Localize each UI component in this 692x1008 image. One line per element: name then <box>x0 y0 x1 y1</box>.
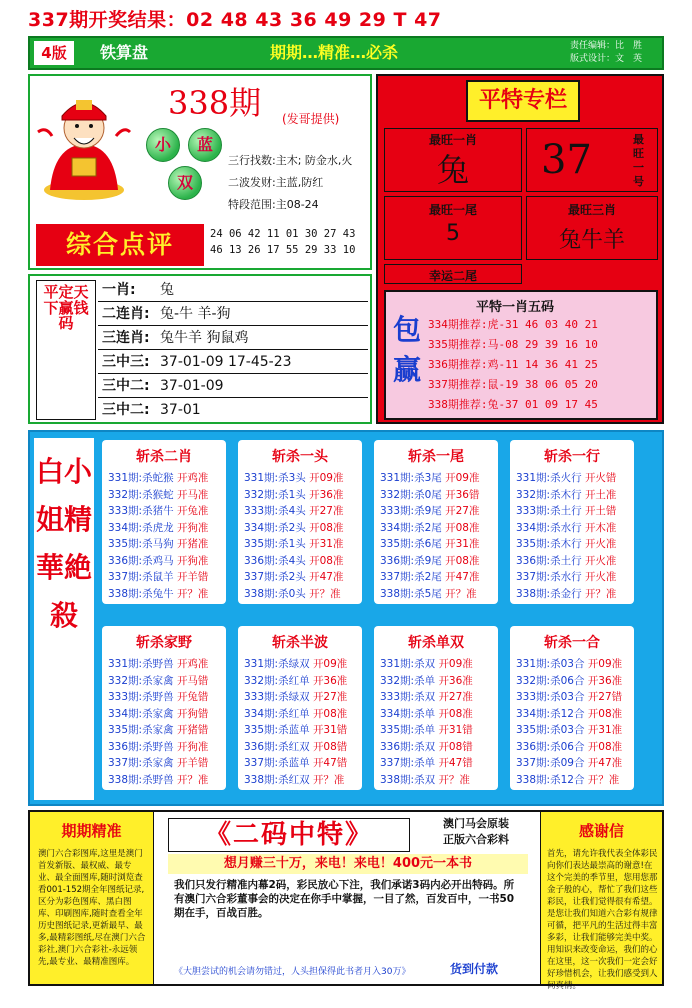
kill-line-result: 开狗准 <box>176 554 209 567</box>
fortune-god-icon <box>36 86 132 204</box>
kill-line-result: 开27准 <box>445 505 480 517</box>
kill-line-result: 开27错 <box>587 691 623 703</box>
erma-ad <box>154 812 540 984</box>
win-row <box>98 278 368 302</box>
kill-line <box>516 520 616 535</box>
kill-line-result: 开？准 <box>309 587 341 600</box>
kill-line-result: 开狗准 <box>176 521 209 534</box>
win-row-value: 兔-牛 羊-狗 <box>160 306 231 322</box>
kill-line-result: 开羊错 <box>176 571 209 583</box>
kill-line <box>380 536 479 551</box>
kill-line <box>244 586 341 601</box>
kill-line-issue: 335期:杀单 <box>380 724 436 736</box>
kill-line-issue: 338期:杀5尾 <box>380 587 442 600</box>
kill-line <box>108 673 208 688</box>
lucky-tail-label: 幸运二尾 <box>428 269 477 283</box>
erma-footnote: 《大胆尝试的机会请勿错过，人头担保得此书者月入30万》 <box>174 967 411 977</box>
kill-card-title: 斩杀半波 <box>272 635 328 651</box>
pingte-row: 338期推荐:兔-37 01 09 17 45 <box>428 398 598 411</box>
kill-line-result: 开？准 <box>312 773 345 786</box>
thanks-text: 首先，请允许我代表全体彩民向你们表达最崇高的谢意!在这个完美的季节里，您用您那金子般的心，帮忙了我们这些彩民，让我们觉得很有希望。是您让我们知道六合彩有规律可循，把平凡的生活过得丰富多彩，让我们能够完美中奖。用知识来改变命运，我们的心在这里，这一次我们一定会好好珍惜机会，让我们感受到人间真情。 <box>547 849 658 991</box>
kill-line <box>516 569 616 584</box>
kill-line-issue: 332期:杀家禽 <box>108 674 174 687</box>
kill-line-result: 开27准 <box>309 505 344 517</box>
kill-card <box>102 440 226 604</box>
kill-line <box>516 706 622 721</box>
comment-banner: 综合点评 <box>36 224 204 266</box>
kill-line <box>380 586 477 601</box>
hot-zodiac-box <box>384 128 522 192</box>
ball-blue: 蓝 <box>188 128 222 162</box>
kill-line <box>516 503 616 518</box>
kill-line <box>380 739 473 754</box>
kill-line-issue: 336期:杀野兽 <box>108 740 174 753</box>
kill-line-result: 开31准 <box>445 538 480 550</box>
kill-line-issue: 331期:杀绿双 <box>244 658 310 670</box>
kill-line-result: 开马错 <box>176 674 209 687</box>
kill-line-result: 开？准 <box>587 773 620 786</box>
kill-line <box>244 520 343 535</box>
win-row <box>98 326 368 350</box>
kill-line-result: 开47错 <box>438 757 473 769</box>
editor-credits <box>570 40 662 66</box>
hot-three-box <box>526 196 658 260</box>
kill-line-issue: 335期:杀马狗 <box>108 538 174 550</box>
hot-tail-value: 5 <box>446 221 460 246</box>
kill-line-issue: 336期:杀4头 <box>244 554 306 567</box>
kill-line-issue: 334期:杀2头 <box>244 521 306 534</box>
kill-line-result: 开36错 <box>445 488 480 501</box>
win-row <box>98 302 368 326</box>
kill-card-title: 斩杀二肖 <box>136 449 192 465</box>
kill-card <box>238 626 362 790</box>
accuracy-text: 澳门六合彩图库,这里是澳门首发新版、最权威、最专业、最全面图库,随时浏览查看001-152期全年图纸记录,区分为彩色图库、黑白图库、印刷图库,随时查看全年历史图纸记录,更新最早、最多,最精彩图纸,尽在澳门六合彩社,澳门六合彩社-永远领先,最专业、最精准图库。 <box>38 849 146 967</box>
kill-line <box>108 553 208 568</box>
kill-line <box>380 722 473 737</box>
info-wave: 二波发财:主蓝,防红 <box>228 176 324 189</box>
kill-line-issue: 337期:杀单 <box>380 757 436 769</box>
kill-line-issue: 335期:杀6尾 <box>380 538 442 550</box>
kill-line-issue: 331期:杀3头 <box>244 472 306 484</box>
kill-line-result: 开狗准 <box>176 740 209 753</box>
kill-line-issue: 335期:杀木行 <box>516 538 582 550</box>
kill-line <box>380 706 473 721</box>
phone-slogan: 想月赚三十万，来电！来电！400元一本书 <box>168 854 528 874</box>
kill-line-issue: 332期:杀单 <box>380 674 436 687</box>
kill-line-result: 开47准 <box>587 757 623 769</box>
kill-line-result: 开08错 <box>438 740 473 753</box>
kill-line-issue: 334期:杀虎龙 <box>108 521 174 534</box>
win-row-value: 兔 <box>160 282 174 298</box>
kill-line <box>244 755 347 770</box>
kill-line-result: 开土准 <box>584 488 617 501</box>
win-row <box>98 374 368 398</box>
kill-line <box>380 673 473 688</box>
kill-line <box>108 739 208 754</box>
hot-three-value: 兔牛羊 <box>558 228 625 253</box>
kill-line-issue: 332期:杀06合 <box>516 674 585 687</box>
kill-line-issue: 333期:杀9尾 <box>380 505 442 517</box>
pingte-row: 334期推荐:虎-31 46 03 40 21 <box>428 318 598 331</box>
kill-line-result: 开土错 <box>584 505 617 517</box>
kill-line <box>244 536 343 551</box>
kill-line-issue: 334期:杀2尾 <box>380 521 442 534</box>
header-title: 337期开奖结果：02 48 43 36 49 29 T 47 <box>28 9 442 31</box>
kill-line-result: 开？准 <box>445 587 477 600</box>
number-row-1: 24 06 42 11 01 30 27 43 <box>210 228 356 240</box>
win-code-vertical-title: 平定天下赢钱码 <box>36 280 96 420</box>
kill-line <box>244 772 344 787</box>
kill-line-result: 开08准 <box>445 521 480 534</box>
kill-card-title: 斩杀一行 <box>544 449 600 465</box>
kill-card-title: 斩杀一头 <box>272 449 328 465</box>
kill-line-result: 开火准 <box>584 554 617 567</box>
kill-line-issue: 337期:杀鼠羊 <box>108 571 174 583</box>
kill-line <box>108 536 208 551</box>
kill-line-result: 开36准 <box>587 674 623 687</box>
kill-line <box>380 503 479 518</box>
kill-line-issue: 333期:杀猪牛 <box>108 505 174 517</box>
win-row-key: 三中三: <box>102 354 150 370</box>
kill-line <box>516 772 619 787</box>
kill-line-result: 开08准 <box>312 707 348 720</box>
ball-even: 双 <box>168 166 202 200</box>
kill-line-issue: 338期:杀兔牛 <box>108 587 174 600</box>
kill-line-result: 开狗错 <box>176 707 209 720</box>
kill-line <box>244 487 343 502</box>
kill-line-issue: 338期:杀0头 <box>244 587 306 600</box>
kill-line-issue: 331期:杀03合 <box>516 658 585 670</box>
info-wuxing: 三行找数:主木; 防金水,火 <box>228 154 353 167</box>
kill-line-result: 开兔错 <box>176 691 209 703</box>
kill-line-result: 开09准 <box>312 658 348 670</box>
win-row <box>98 350 368 374</box>
kill-line-result: 开47准 <box>309 571 344 583</box>
hot-number-value: 37 <box>541 137 592 183</box>
kill-line-issue: 336期:杀鸡马 <box>108 554 174 567</box>
pingte-row: 335期推荐:马-08 29 39 16 10 <box>428 338 598 351</box>
kill-line-issue: 333期:杀4头 <box>244 505 306 517</box>
kill-line <box>516 487 616 502</box>
kill-line <box>516 739 622 754</box>
kill-line-result: 开36准 <box>309 488 344 501</box>
kill-line-issue: 336期:杀06合 <box>516 740 585 753</box>
win-row-key: 三连肖: <box>102 330 150 346</box>
kill-line-result: 开木准 <box>584 521 617 534</box>
kill-line <box>516 755 622 770</box>
win-row <box>98 398 368 422</box>
kill-line <box>108 706 208 721</box>
kill-line <box>244 553 343 568</box>
kill-line-issue: 332期:杀1头 <box>244 488 306 501</box>
kill-line-issue: 335期:杀03合 <box>516 724 585 736</box>
kill-line <box>108 487 208 502</box>
kill-line <box>380 772 470 787</box>
kill-card <box>374 626 498 790</box>
kill-section <box>28 430 664 806</box>
kill-line-result: 开08准 <box>309 521 344 534</box>
kill-line-result: 开36准 <box>438 674 473 687</box>
kill-line-result: 开兔准 <box>176 505 209 517</box>
kill-line-issue: 332期:杀红单 <box>244 674 310 687</box>
kill-line-result: 开31准 <box>309 538 344 550</box>
kill-line-result: 开08错 <box>312 740 348 753</box>
info-range: 特段范围:主08-24 <box>228 198 319 211</box>
kill-line-issue: 334期:杀12合 <box>516 707 585 720</box>
kill-line <box>108 722 208 737</box>
kill-line <box>516 689 622 704</box>
kill-line-result: 开36准 <box>312 674 348 687</box>
kill-line-issue: 333期:杀野兽 <box>108 691 174 703</box>
kill-line-result: 开47准 <box>445 571 480 583</box>
kill-line <box>380 520 479 535</box>
kill-line <box>108 755 208 770</box>
kill-line-result: 开羊错 <box>176 757 209 769</box>
win-row-key: 三中二: <box>102 378 150 394</box>
kill-line-issue: 337期:杀09合 <box>516 757 585 769</box>
kill-card <box>510 440 634 604</box>
pingte-five-title: 平特一肖五码 <box>476 300 555 315</box>
editor-line-2: 版式设计：文 英 <box>570 54 643 64</box>
kill-line <box>380 569 479 584</box>
editor-line-1: 责任编辑：比 胜 <box>570 41 643 51</box>
kill-line-result: 开47错 <box>312 757 348 769</box>
kill-line <box>380 656 473 671</box>
kill-line <box>516 553 616 568</box>
kill-line <box>108 470 208 485</box>
kill-line <box>244 503 343 518</box>
kill-line-result: 开27准 <box>438 691 473 703</box>
kill-line-result: 开08准 <box>438 707 473 720</box>
kill-line-issue: 336期:杀红双 <box>244 740 310 753</box>
kill-line <box>244 569 343 584</box>
macau-line-1: 澳门马会原装 <box>443 817 509 830</box>
kill-line <box>244 706 347 721</box>
kill-line-result: 开31错 <box>312 724 348 736</box>
kill-line-issue: 337期:杀蓝单 <box>244 757 310 769</box>
win-row-key: 二连肖: <box>102 306 150 322</box>
kill-line-issue: 337期:杀水行 <box>516 571 582 583</box>
kill-line-issue: 335期:杀1头 <box>244 538 306 550</box>
kill-line-result: 开08准 <box>587 707 623 720</box>
kill-line <box>244 673 347 688</box>
win-row-value: 37-01 <box>160 402 201 418</box>
kill-card <box>102 626 226 790</box>
kill-line-issue: 334期:杀家禽 <box>108 707 174 720</box>
pingte-row: 336期推荐:鸡-11 14 36 41 25 <box>428 358 598 371</box>
kill-line-result: 开鸡准 <box>176 658 209 670</box>
kill-line <box>516 673 622 688</box>
kill-line-issue: 332期:杀0尾 <box>380 488 442 501</box>
hot-number-label: 最旺一号 <box>633 133 644 188</box>
kill-line-issue: 337期:杀家禽 <box>108 757 174 769</box>
kill-card-title: 斩杀一尾 <box>408 449 464 465</box>
kill-line <box>516 656 622 671</box>
kill-line-issue: 331期:杀蛇猴 <box>108 472 174 484</box>
kill-line <box>244 739 347 754</box>
erma-title: 《二码中特》 <box>168 818 410 852</box>
kill-line <box>108 503 208 518</box>
kill-line <box>108 569 208 584</box>
ball-small: 小 <box>146 128 180 162</box>
win-row-value: 37-01-09 17-45-23 <box>160 354 292 370</box>
kill-line-result: 开？准 <box>176 587 209 600</box>
pingte-row: 337期推荐:鼠-19 38 06 05 20 <box>428 378 598 391</box>
win-row-key: 一肖: <box>102 282 136 298</box>
kill-line-result: 开？准 <box>438 773 470 786</box>
kill-line-issue: 332期:杀猴蛇 <box>108 488 174 501</box>
number-grid <box>210 226 355 258</box>
kill-line-issue: 338期:杀红双 <box>244 773 310 786</box>
version-badge: 4版 <box>34 41 74 65</box>
kill-line-issue: 334期:杀红单 <box>244 707 310 720</box>
hot-tail-label: 最旺一尾 <box>428 203 477 217</box>
kill-line-result: 开火准 <box>584 538 617 550</box>
kill-line-result: 开08准 <box>587 740 623 753</box>
kill-line <box>108 689 208 704</box>
kill-line-result: 开火错 <box>584 472 617 484</box>
kill-side-title: 白小姐精華絶殺 <box>34 438 94 800</box>
brand-name: 铁算盘 <box>100 43 149 62</box>
kill-line-result: 开27准 <box>312 691 348 703</box>
kill-line-issue: 337期:杀2尾 <box>380 571 442 583</box>
prediction-panel <box>28 74 372 270</box>
kill-line-issue: 333期:杀绿双 <box>244 691 310 703</box>
kill-line-result: 开？准 <box>176 773 209 786</box>
kill-line-issue: 333期:杀双 <box>380 691 436 703</box>
kill-line <box>108 586 208 601</box>
kill-line <box>108 772 208 787</box>
hot-three-label: 最旺三肖 <box>567 203 616 217</box>
kill-line <box>244 689 347 704</box>
macau-original <box>416 816 536 848</box>
kill-line-issue: 338期:杀野兽 <box>108 773 174 786</box>
kill-line-issue: 336期:杀双 <box>380 740 436 753</box>
kill-card-title: 斩杀单双 <box>408 635 464 651</box>
kill-line <box>244 470 343 485</box>
kill-line-issue: 331期:杀双 <box>380 658 436 670</box>
kill-line <box>244 722 347 737</box>
kill-line-issue: 336期:杀土行 <box>516 554 582 567</box>
kill-line-issue: 336期:杀9尾 <box>380 554 442 567</box>
kill-line-issue: 331期:杀火行 <box>516 472 582 484</box>
kill-line-issue: 332期:杀木行 <box>516 488 582 501</box>
hot-zodiac-label: 最旺一肖 <box>428 133 477 147</box>
kill-line <box>516 536 616 551</box>
kill-line-issue: 333期:杀03合 <box>516 691 585 703</box>
number-row-2: 46 13 26 17 55 29 33 10 <box>210 244 356 256</box>
macau-line-2: 正版六合彩料 <box>443 833 509 846</box>
kill-line-result: 开31错 <box>438 724 473 736</box>
erma-text: 我们只发行精准内幕2码，彩民放心下注，我们承诺3码内必开出特码。所有澳门六合彩董事会的决定在你手中掌握，一目了然，百发百中，一书50期在手，百战百胜。 <box>174 879 515 919</box>
kill-line <box>380 553 479 568</box>
kill-line <box>516 722 622 737</box>
kill-line-issue: 334期:杀单 <box>380 707 436 720</box>
pingte-title: 平特专栏 <box>466 80 580 122</box>
kill-line-result: 开鸡准 <box>176 472 209 484</box>
lucky-tail-box <box>384 264 522 284</box>
kill-line-issue: 338期:杀金行 <box>516 587 582 600</box>
kill-line-result: 开马准 <box>176 488 209 501</box>
kill-line-issue: 338期:杀12合 <box>516 773 585 786</box>
kill-line-result: 开？准 <box>584 587 617 600</box>
kill-card-title: 斩杀家野 <box>136 635 192 651</box>
win-row-key: 三中二: <box>102 402 150 418</box>
hot-number-box <box>526 128 658 192</box>
kill-line-result: 开09准 <box>309 472 344 484</box>
kill-line <box>516 586 616 601</box>
kill-line <box>380 689 473 704</box>
thanks-letter-box <box>540 812 662 991</box>
kill-line-issue: 337期:杀2头 <box>244 571 306 583</box>
header-bar <box>28 36 664 70</box>
kill-card-title: 斩杀一合 <box>544 635 600 651</box>
kill-line-issue: 334期:杀水行 <box>516 521 582 534</box>
kill-line-result: 开09准 <box>445 472 480 484</box>
kill-line <box>380 470 479 485</box>
kill-card <box>374 440 498 604</box>
kill-line <box>516 470 616 485</box>
kill-line <box>380 487 479 502</box>
kill-line-issue: 335期:杀蓝单 <box>244 724 310 736</box>
kill-line-result: 开火准 <box>584 571 617 583</box>
kill-line-issue: 338期:杀双 <box>380 773 436 786</box>
kill-line-issue: 331期:杀野兽 <box>108 658 174 670</box>
provider-label: (发哥提供) <box>282 112 340 126</box>
bottom-ad-section <box>28 810 664 991</box>
issue-number: 338期 <box>168 84 262 122</box>
kill-line-issue: 333期:杀土行 <box>516 505 582 517</box>
pingte-panel <box>376 74 664 424</box>
kill-line-result: 开09准 <box>438 658 473 670</box>
hot-zodiac-value: 兔 <box>436 151 469 189</box>
kill-line-result: 开09准 <box>587 658 623 670</box>
kill-line-result: 开08准 <box>445 554 480 567</box>
kill-line-issue: 335期:杀家禽 <box>108 724 174 736</box>
kill-card <box>510 626 634 790</box>
kill-line-result: 开猪错 <box>176 724 209 736</box>
accuracy-title: 期期精准 <box>61 822 122 840</box>
kill-line-result: 开08准 <box>309 554 344 567</box>
bao-ying-label: 包赢 <box>392 313 421 386</box>
hot-tail-box <box>384 196 522 260</box>
header-slogan: 期期…精准…必杀 <box>270 43 399 62</box>
kill-line-result: 开31准 <box>587 724 623 736</box>
kill-line <box>108 656 208 671</box>
thanks-title: 感谢信 <box>578 822 624 840</box>
win-row-value: 兔牛羊 狗鼠鸡 <box>160 330 249 346</box>
cash-on-delivery: 货到付款 <box>450 962 499 976</box>
accuracy-box <box>30 812 154 984</box>
kill-line <box>380 755 473 770</box>
win-row-value: 37-01-09 <box>160 378 224 394</box>
pingte-five-box <box>384 290 658 420</box>
kill-line <box>244 656 347 671</box>
kill-line-result: 开猪准 <box>176 538 209 550</box>
kill-card <box>238 440 362 604</box>
win-code-panel <box>28 274 372 424</box>
kill-line <box>108 520 208 535</box>
kill-line-issue: 331期:杀3尾 <box>380 472 442 484</box>
